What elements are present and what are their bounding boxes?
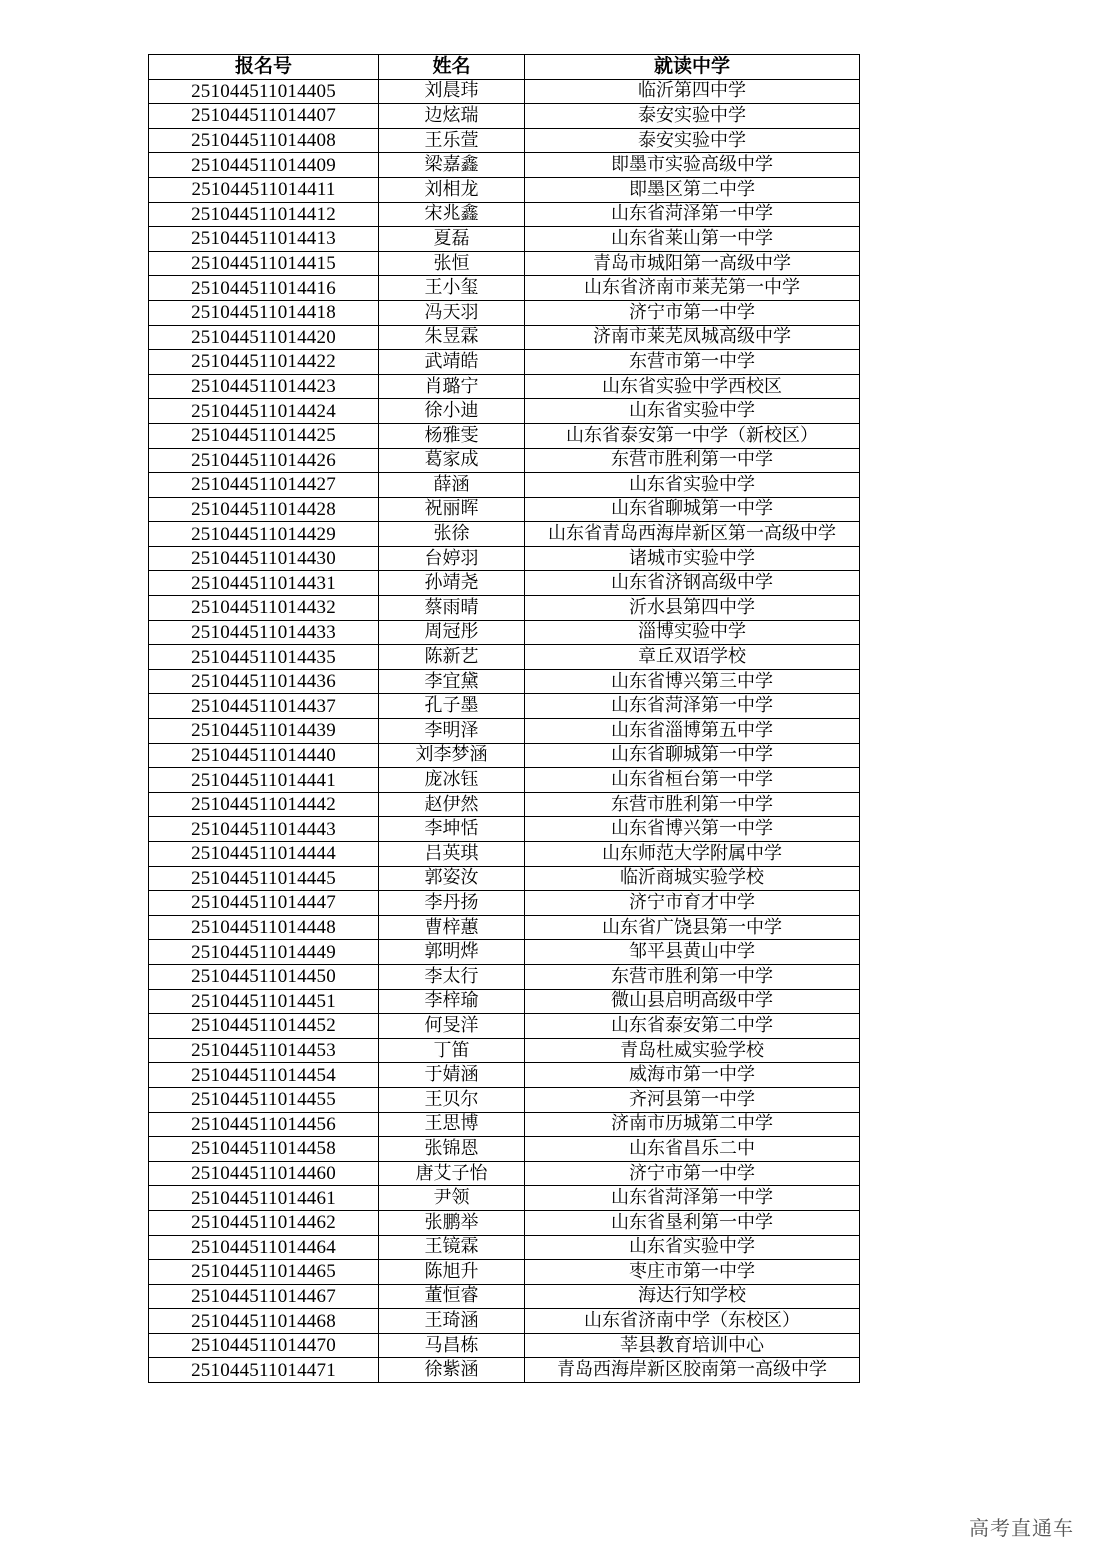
registration-number-cell: 251044511014449 [149, 940, 379, 965]
registration-number-cell: 251044511014455 [149, 1087, 379, 1112]
registration-number-cell: 251044511014436 [149, 669, 379, 694]
student-name-cell: 赵伊然 [379, 792, 525, 817]
school-cell: 山东省实验中学 [525, 1235, 860, 1260]
student-name-cell: 于婧涵 [379, 1063, 525, 1088]
school-cell: 山东省昌乐二中 [525, 1137, 860, 1162]
student-name-cell: 唐艾子怡 [379, 1161, 525, 1186]
registration-number-cell: 251044511014437 [149, 694, 379, 719]
table-row [149, 669, 860, 694]
registration-number-cell: 251044511014409 [149, 153, 379, 178]
registration-number-cell: 251044511014427 [149, 473, 379, 498]
student-name-cell: 张恒 [379, 251, 525, 276]
school-cell: 山东省博兴第一中学 [525, 817, 860, 842]
table-row [149, 497, 860, 522]
table-row [149, 227, 860, 252]
header-registration-number: 报名号 [149, 55, 379, 80]
school-cell: 即墨区第二中学 [525, 177, 860, 202]
student-name-cell: 李坤恬 [379, 817, 525, 842]
table-row [149, 596, 860, 621]
student-name-cell: 庞冰钰 [379, 768, 525, 793]
student-name-cell: 周冠彤 [379, 620, 525, 645]
table-row [149, 251, 860, 276]
table-row [149, 1161, 860, 1186]
student-name-cell: 吕英琪 [379, 842, 525, 867]
table-row [149, 423, 860, 448]
table-row [149, 817, 860, 842]
registration-number-cell: 251044511014435 [149, 645, 379, 670]
registration-number-cell: 251044511014432 [149, 596, 379, 621]
student-name-cell: 李宜黛 [379, 669, 525, 694]
student-name-cell: 杨雅雯 [379, 423, 525, 448]
registration-number-cell: 251044511014468 [149, 1309, 379, 1334]
table-row [149, 1235, 860, 1260]
registration-number-cell: 251044511014451 [149, 989, 379, 1014]
registration-number-cell: 251044511014407 [149, 104, 379, 129]
student-name-cell: 陈旭升 [379, 1260, 525, 1285]
table-row [149, 571, 860, 596]
school-cell: 泰安实验中学 [525, 104, 860, 129]
school-cell: 山东省淄博第五中学 [525, 719, 860, 744]
school-cell: 济宁市育才中学 [525, 891, 860, 916]
student-name-cell: 张鹏举 [379, 1210, 525, 1235]
header-name: 姓名 [379, 55, 525, 80]
student-name-cell: 刘李梦涵 [379, 743, 525, 768]
table-row [149, 842, 860, 867]
student-name-cell: 王乐萱 [379, 128, 525, 153]
school-cell: 即墨市实验高级中学 [525, 153, 860, 178]
school-cell: 齐河县第一中学 [525, 1087, 860, 1112]
table-row [149, 891, 860, 916]
table-row [149, 153, 860, 178]
school-cell: 山东省博兴第三中学 [525, 669, 860, 694]
school-cell: 济宁市第一中学 [525, 1161, 860, 1186]
school-cell: 山东省泰安第二中学 [525, 1014, 860, 1039]
school-cell: 济南市莱芜凤城高级中学 [525, 325, 860, 350]
student-name-cell: 王镜霖 [379, 1235, 525, 1260]
school-cell: 山东省聊城第一中学 [525, 743, 860, 768]
table-row [149, 546, 860, 571]
student-name-cell: 郭姿汝 [379, 866, 525, 891]
student-name-cell: 张徐 [379, 522, 525, 547]
student-name-cell: 肖璐宁 [379, 374, 525, 399]
student-name-cell: 李丹扬 [379, 891, 525, 916]
admission-table [148, 54, 860, 1383]
table-row [149, 1284, 860, 1309]
registration-number-cell: 251044511014467 [149, 1284, 379, 1309]
table-row [149, 964, 860, 989]
registration-number-cell: 251044511014433 [149, 620, 379, 645]
student-name-cell: 武靖皓 [379, 350, 525, 375]
table-row [149, 719, 860, 744]
watermark: 高考直通车 [969, 1516, 1074, 1540]
student-name-cell: 曹梓蕙 [379, 915, 525, 940]
school-cell: 淄博实验中学 [525, 620, 860, 645]
registration-number-cell: 251044511014456 [149, 1112, 379, 1137]
table-row [149, 1309, 860, 1334]
registration-number-cell: 251044511014422 [149, 350, 379, 375]
registration-number-cell: 251044511014445 [149, 866, 379, 891]
student-name-cell: 宋兆鑫 [379, 202, 525, 227]
school-cell: 海达行知学校 [525, 1284, 860, 1309]
registration-number-cell: 251044511014408 [149, 128, 379, 153]
school-cell: 山东省实验中学 [525, 399, 860, 424]
school-cell: 山东省广饶县第一中学 [525, 915, 860, 940]
registration-number-cell: 251044511014461 [149, 1186, 379, 1211]
table-row [149, 645, 860, 670]
school-cell: 山东省青岛西海岸新区第一高级中学 [525, 522, 860, 547]
registration-number-cell: 251044511014416 [149, 276, 379, 301]
table-row [149, 374, 860, 399]
student-name-cell: 朱昱霖 [379, 325, 525, 350]
school-cell: 临沂第四中学 [525, 79, 860, 104]
table-row [149, 792, 860, 817]
school-cell: 邹平县黄山中学 [525, 940, 860, 965]
registration-number-cell: 251044511014429 [149, 522, 379, 547]
school-cell: 泰安实验中学 [525, 128, 860, 153]
registration-number-cell: 251044511014444 [149, 842, 379, 867]
registration-number-cell: 251044511014465 [149, 1260, 379, 1285]
registration-number-cell: 251044511014439 [149, 719, 379, 744]
school-cell: 山东省垦利第一中学 [525, 1210, 860, 1235]
registration-number-cell: 251044511014448 [149, 915, 379, 940]
student-name-cell: 王思博 [379, 1112, 525, 1137]
school-cell: 青岛西海岸新区胶南第一高级中学 [525, 1358, 860, 1383]
registration-number-cell: 251044511014443 [149, 817, 379, 842]
student-name-cell: 张锦恩 [379, 1137, 525, 1162]
school-cell: 青岛杜威实验学校 [525, 1038, 860, 1063]
table-row [149, 915, 860, 940]
registration-number-cell: 251044511014470 [149, 1333, 379, 1358]
registration-number-cell: 251044511014431 [149, 571, 379, 596]
table-row [149, 350, 860, 375]
student-name-cell: 台婷羽 [379, 546, 525, 571]
school-cell: 济南市历城第二中学 [525, 1112, 860, 1137]
registration-number-cell: 251044511014420 [149, 325, 379, 350]
school-cell: 临沂商城实验学校 [525, 866, 860, 891]
table-row [149, 1210, 860, 1235]
registration-number-cell: 251044511014450 [149, 964, 379, 989]
table-row [149, 79, 860, 104]
student-name-cell: 丁笛 [379, 1038, 525, 1063]
registration-number-cell: 251044511014440 [149, 743, 379, 768]
table-row [149, 448, 860, 473]
registration-number-cell: 251044511014405 [149, 79, 379, 104]
table-row [149, 325, 860, 350]
student-name-cell: 蔡雨晴 [379, 596, 525, 621]
registration-number-cell: 251044511014411 [149, 177, 379, 202]
registration-number-cell: 251044511014454 [149, 1063, 379, 1088]
school-cell: 山东省济钢高级中学 [525, 571, 860, 596]
student-name-cell: 王琦涵 [379, 1309, 525, 1334]
school-cell: 山东省实验中学 [525, 473, 860, 498]
registration-number-cell: 251044511014460 [149, 1161, 379, 1186]
student-name-cell: 李梓瑜 [379, 989, 525, 1014]
student-name-cell: 李太行 [379, 964, 525, 989]
table-row [149, 1186, 860, 1211]
student-name-cell: 冯天羽 [379, 300, 525, 325]
student-name-cell: 徐紫涵 [379, 1358, 525, 1383]
table-row [149, 1038, 860, 1063]
table-row [149, 399, 860, 424]
school-cell: 东营市第一中学 [525, 350, 860, 375]
school-cell: 诸城市实验中学 [525, 546, 860, 571]
student-name-cell: 薛涵 [379, 473, 525, 498]
table-row [149, 768, 860, 793]
table-header-row [149, 55, 860, 80]
student-name-cell: 何旻洋 [379, 1014, 525, 1039]
table-row [149, 866, 860, 891]
student-name-cell: 边炫瑞 [379, 104, 525, 129]
student-name-cell: 夏磊 [379, 227, 525, 252]
school-cell: 东营市胜利第一中学 [525, 792, 860, 817]
table-row [149, 300, 860, 325]
table-row [149, 1260, 860, 1285]
table-row [149, 1014, 860, 1039]
registration-number-cell: 251044511014425 [149, 423, 379, 448]
school-cell: 山东省泰安第一中学（新校区） [525, 423, 860, 448]
table-row [149, 1112, 860, 1137]
registration-number-cell: 251044511014441 [149, 768, 379, 793]
student-name-cell: 马昌栋 [379, 1333, 525, 1358]
registration-number-cell: 251044511014413 [149, 227, 379, 252]
school-cell: 山东省菏泽第一中学 [525, 1186, 860, 1211]
student-name-cell: 孙靖尧 [379, 571, 525, 596]
table-row [149, 989, 860, 1014]
table-row [149, 104, 860, 129]
registration-number-cell: 251044511014412 [149, 202, 379, 227]
student-name-cell: 葛家成 [379, 448, 525, 473]
student-name-cell: 郭明烨 [379, 940, 525, 965]
student-name-cell: 刘相龙 [379, 177, 525, 202]
table-row [149, 1137, 860, 1162]
student-name-cell: 陈新艺 [379, 645, 525, 670]
table-row [149, 620, 860, 645]
school-cell: 山东省济南中学（东校区） [525, 1309, 860, 1334]
school-cell: 章丘双语学校 [525, 645, 860, 670]
table-row [149, 1358, 860, 1383]
school-cell: 莘县教育培训中心 [525, 1333, 860, 1358]
header-school: 就读中学 [525, 55, 860, 80]
student-name-cell: 王小玺 [379, 276, 525, 301]
registration-number-cell: 251044511014430 [149, 546, 379, 571]
admission-list-sheet [148, 54, 859, 1383]
table-row [149, 473, 860, 498]
school-cell: 山东师范大学附属中学 [525, 842, 860, 867]
registration-number-cell: 251044511014415 [149, 251, 379, 276]
table-row [149, 177, 860, 202]
school-cell: 东营市胜利第一中学 [525, 964, 860, 989]
student-name-cell: 孔子墨 [379, 694, 525, 719]
table-row [149, 694, 860, 719]
table-row [149, 743, 860, 768]
registration-number-cell: 251044511014471 [149, 1358, 379, 1383]
table-row [149, 128, 860, 153]
student-name-cell: 李明泽 [379, 719, 525, 744]
registration-number-cell: 251044511014426 [149, 448, 379, 473]
registration-number-cell: 251044511014418 [149, 300, 379, 325]
student-name-cell: 祝丽晖 [379, 497, 525, 522]
registration-number-cell: 251044511014442 [149, 792, 379, 817]
school-cell: 山东省菏泽第一中学 [525, 202, 860, 227]
student-name-cell: 董恒睿 [379, 1284, 525, 1309]
table-row [149, 522, 860, 547]
school-cell: 山东省济南市莱芜第一中学 [525, 276, 860, 301]
table-row [149, 1087, 860, 1112]
school-cell: 东营市胜利第一中学 [525, 448, 860, 473]
registration-number-cell: 251044511014452 [149, 1014, 379, 1039]
student-name-cell: 梁嘉鑫 [379, 153, 525, 178]
table-row [149, 1333, 860, 1358]
table-body [149, 79, 860, 1382]
registration-number-cell: 251044511014462 [149, 1210, 379, 1235]
registration-number-cell: 251044511014464 [149, 1235, 379, 1260]
school-cell: 山东省实验中学西校区 [525, 374, 860, 399]
registration-number-cell: 251044511014458 [149, 1137, 379, 1162]
student-name-cell: 王贝尔 [379, 1087, 525, 1112]
school-cell: 山东省聊城第一中学 [525, 497, 860, 522]
table-row [149, 1063, 860, 1088]
school-cell: 沂水县第四中学 [525, 596, 860, 621]
registration-number-cell: 251044511014424 [149, 399, 379, 424]
student-name-cell: 刘晨玮 [379, 79, 525, 104]
school-cell: 山东省莱山第一中学 [525, 227, 860, 252]
school-cell: 山东省桓台第一中学 [525, 768, 860, 793]
school-cell: 枣庄市第一中学 [525, 1260, 860, 1285]
table-row [149, 276, 860, 301]
school-cell: 威海市第一中学 [525, 1063, 860, 1088]
school-cell: 山东省菏泽第一中学 [525, 694, 860, 719]
registration-number-cell: 251044511014428 [149, 497, 379, 522]
table-row [149, 940, 860, 965]
school-cell: 微山县启明高级中学 [525, 989, 860, 1014]
student-name-cell: 徐小迪 [379, 399, 525, 424]
student-name-cell: 尹领 [379, 1186, 525, 1211]
school-cell: 青岛市城阳第一高级中学 [525, 251, 860, 276]
table-row [149, 202, 860, 227]
registration-number-cell: 251044511014447 [149, 891, 379, 916]
registration-number-cell: 251044511014453 [149, 1038, 379, 1063]
school-cell: 济宁市第一中学 [525, 300, 860, 325]
registration-number-cell: 251044511014423 [149, 374, 379, 399]
